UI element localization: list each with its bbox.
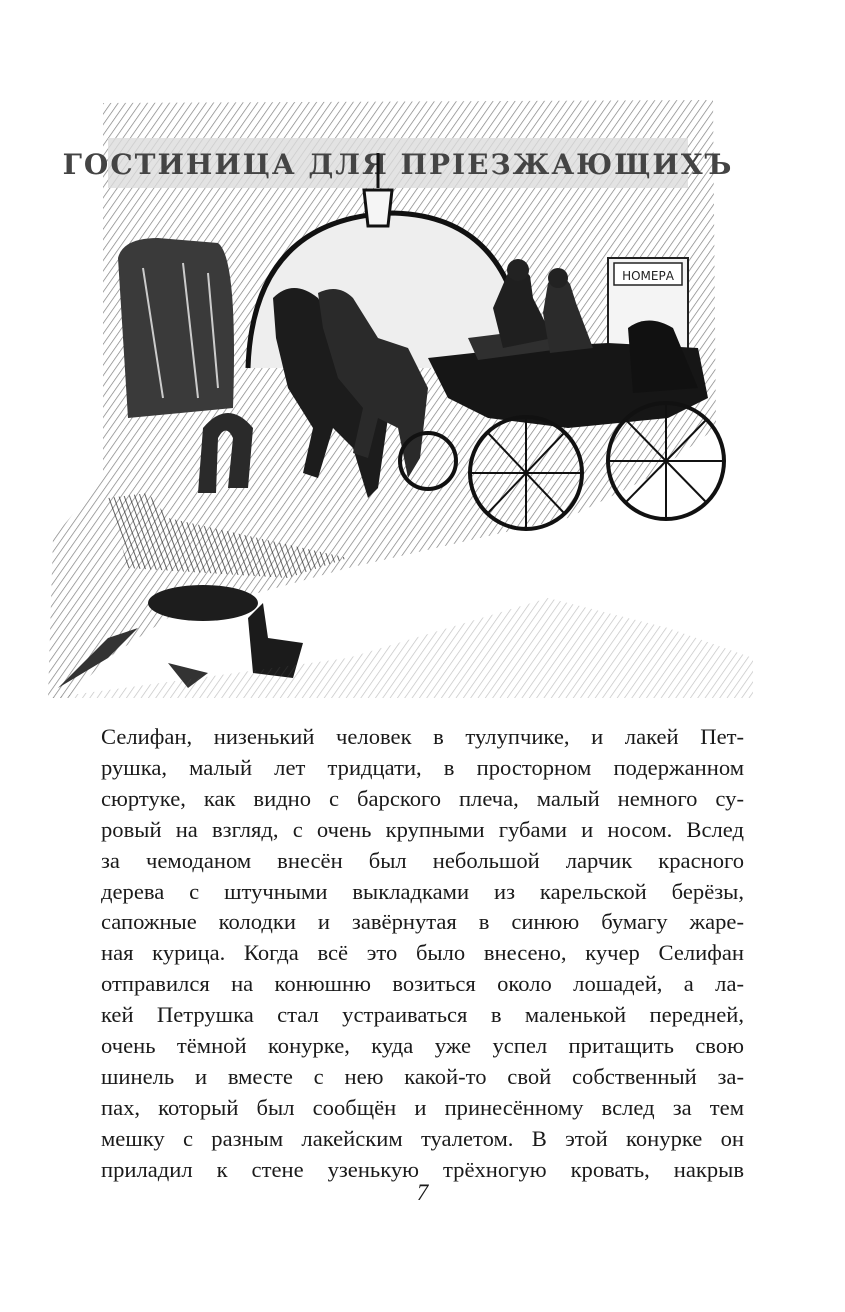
- text-line: кей Петрушка стал устраиваться в маленькой передней,: [101, 1002, 744, 1028]
- text-line: за чемоданом внесён был небольшой ларчик красного: [101, 847, 744, 873]
- text-line: пах, который был сообщён и принесённому вслед за тем: [101, 1094, 744, 1120]
- text-line: отправился на конюшню возиться около лошадей, а ла-: [101, 971, 744, 997]
- page-number: 7: [416, 1180, 429, 1205]
- text-line: мешку с разным лакейским туалетом. В этой конурке он: [101, 1125, 744, 1151]
- text-line: сюртуке, как видно с барского плеча, малый немного су-: [101, 785, 744, 811]
- text-line: сапожные колодки и завёрнутая в синюю бумагу жаре-: [101, 909, 744, 935]
- text-line: шинель и вместе с нею какой-то свой собственный за-: [101, 1063, 744, 1089]
- engraving-illustration: [48, 98, 753, 700]
- text-line: очень тёмной конурке, куда уже успел притащить свою: [101, 1033, 744, 1059]
- text-line: ная курица. Когда всё это было внесено, кучер Селифан: [101, 940, 744, 966]
- text-line: ровый на взгляд, с очень крупными губами и носом. Вслед: [101, 816, 744, 842]
- text-line: дерева с штучными выкладками из карельской берёзы,: [101, 878, 744, 904]
- text-line: приладил к стене узенькую трёхногую кровать, накрыв: [101, 1156, 744, 1182]
- text-line: Селифан, низенький человек в тулупчике, и лакей Пет-: [101, 724, 744, 749]
- text-line: рушка, малый лет тридцати, в просторном подержанном: [101, 754, 744, 780]
- sign-text: ГОСТИНИЦА ДЛЯ ПРІЕЗЖАЮЩИХЪ: [62, 148, 734, 181]
- plate-text: НОМЕРА: [622, 269, 674, 283]
- body-text: [101, 722, 744, 1186]
